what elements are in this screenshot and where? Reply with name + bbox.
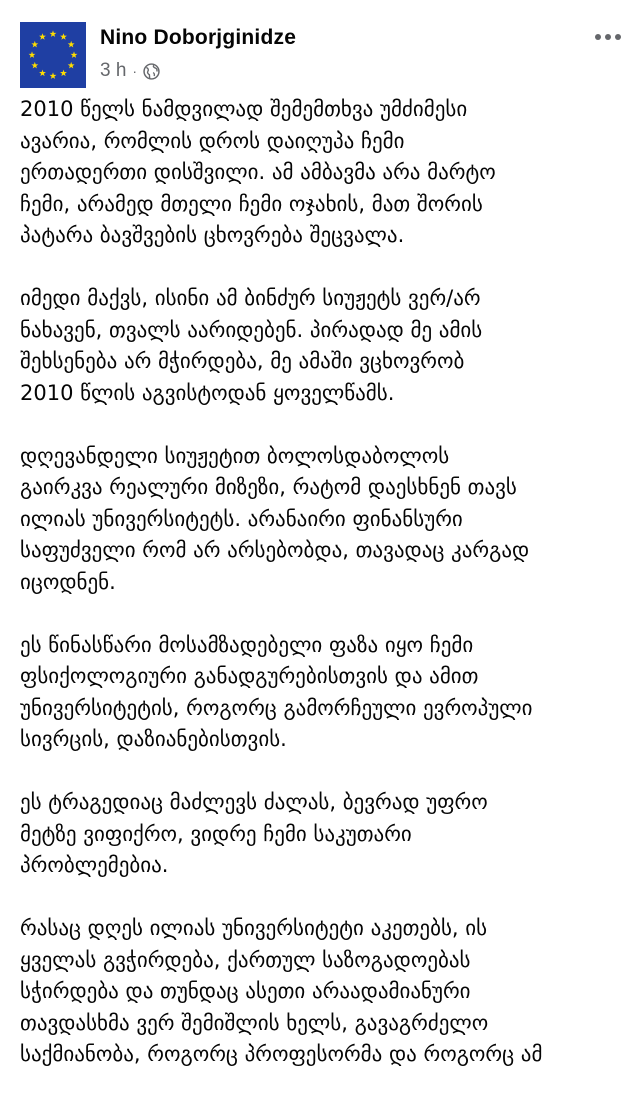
more-horizontal-icon	[605, 34, 611, 40]
post-meta	[100, 60, 160, 82]
post-paragraph: ეს წინასწარი მოსამზადებელი ფაზა იყო ჩემი ფსიქოლოგიური განადგურებისთვის და ამით უნივერსიტეტის, როგორც გამორჩეული ევროპული სივრცის, დაზიანებისთვის.	[20, 632, 533, 751]
eu-flag-icon	[20, 22, 86, 88]
meta-separator: ·	[132, 63, 138, 79]
post-paragraph: 2010 წელს ნამდვილად შემემთხვა უმძიმესი ავარია, რომლის დროს დაიღუპა ჩემი ერთადერთი დისშვილი. ამ ამბავმა არა მარტო ჩემი, არამედ მთელი ჩემი ოჯახის, მათ შორის პატარა ბავშვების ცხოვრება შეცვალა.	[20, 97, 496, 247]
globe-icon[interactable]	[143, 63, 160, 80]
post-paragraph: რასაც დღეს ილიას უნივერსიტეტი აკეთებს, ის ყველას გვჭირდება, ქართულ საზოგადოებას სჭირდება და თუნდაც ასეთი არაადამიანური თავდასხმა ვერ შემიშლის ხელს, გავაგრძელო საქმიანობა, როგორც პროფესორმა და როგორც ამ	[20, 916, 543, 1066]
post-header	[0, 0, 642, 92]
more-horizontal-icon	[595, 34, 601, 40]
more-options-button[interactable]	[588, 24, 628, 50]
post-paragraph: იმედი მაქვს, ისინი ამ ბინძურ სიუჟეტს ვერ/არ ნახავენ, თვალს აარიდებენ. პირადად მე ამის შეხსენება არ მჭირდება, მე ამაში ვცხოვრობ 2010 წლის აგვისტოდან ყოველწამს.	[20, 286, 483, 405]
author-name[interactable]: Nino Doborjginidze	[100, 26, 297, 49]
post-body	[20, 94, 632, 1102]
avatar[interactable]	[20, 22, 86, 88]
post-paragraph: დღევანდელი სიუჟეტით ბოლოსდაბოლოს გაირკვა რეალური მიზეზი, რატომ დაესხნენ თავს ილიას უნივერსიტეტს. არანაირი ფინანსური საფუძველი რომ არ არსებობდა, თავადაც კარგად იცოდნენ.	[20, 443, 530, 594]
more-horizontal-icon	[615, 34, 621, 40]
post-paragraph: ეს ტრაგედიაც მაძლევს ძალას, ბევრად უფრო მეტზე ვიფიქრო, ვიდრე ჩემი საკუთარი პრობლემებია.	[20, 790, 488, 877]
post-time[interactable]: 3 h	[100, 60, 127, 81]
